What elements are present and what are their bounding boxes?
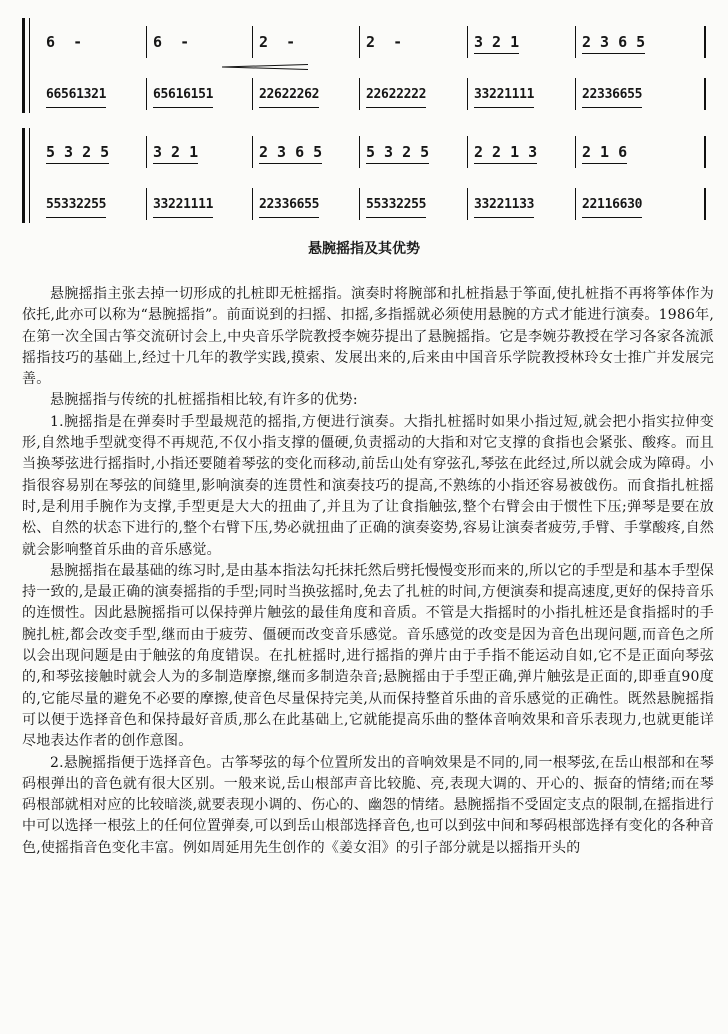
measure	[467, 78, 575, 110]
upper-stave	[40, 136, 706, 168]
note-group: 3 2 1	[474, 33, 520, 51]
score-system-2	[22, 128, 706, 223]
note-group: 55332255	[46, 196, 107, 212]
note-group: 22622222	[366, 86, 427, 102]
note-group: 2 3 6 5	[582, 33, 646, 51]
note-group: 5 3 2 5	[46, 143, 110, 161]
paragraph: 1.腕摇指是在弹奏时手型最规范的摇指,方便进行演奏。大指扎桩摇时如果小指过短,就会把小指实拉伸变形,自然地手型就变得不再规范,不仅小指支撑的僵硬,负责摇动的大指和对它支撑的食指也会紧张、酸疼。而且当换琴弦进行摇指时,小指还要随着琴弦的变化而移动,前岳山处有穿弦孔,琴弦在此经过,所以就会成为障碍。小指很容易别在琴弦的间缝里,影响演奏的连贯性和演奏技巧的提高,不熟练的小指还容易被戗伤。而食指扎桩摇时,是利用手腕作为支撑,手型更是大大的扭曲了,并且为了让食指触弦,整个右臂会由于惯性下压;弹琴是要在放松、自然的状态下进行的,整个右臂下压,势必就扭曲了正确的演奏姿势,容易让演奏者疲劳,手臂、手掌酸疼,自然就会影响整首乐曲的音乐感觉。	[22, 413, 714, 558]
upper-stave	[40, 26, 706, 58]
note-group: 65616151	[153, 86, 214, 102]
measure	[359, 78, 467, 110]
measure	[359, 188, 467, 220]
score-system-1	[22, 18, 706, 113]
lower-stave	[40, 188, 706, 220]
bar-line	[704, 78, 706, 110]
note-group: 22336655	[582, 86, 643, 102]
measure	[146, 26, 252, 58]
note-group: 3 2 1	[153, 143, 199, 161]
note-group: 33221111	[153, 196, 214, 212]
measure	[575, 188, 706, 220]
article-body	[22, 284, 714, 859]
numbered-score	[0, 0, 728, 230]
crescendo-mark	[222, 64, 308, 70]
measure	[575, 136, 706, 168]
measure	[40, 78, 146, 110]
measure	[252, 78, 359, 110]
note-group: 2 3 6 5	[259, 143, 323, 161]
measure	[467, 26, 575, 58]
measure	[575, 78, 706, 110]
note-group: 2 -	[259, 33, 296, 51]
measure	[40, 26, 146, 58]
note-group: 2 1 6	[582, 143, 628, 161]
note-group: 5 3 2 5	[366, 143, 430, 161]
bar-line	[704, 26, 706, 58]
paragraph: 悬腕摇指在最基础的练习时,是由基本指法勾托抹托然后劈托慢慢变形而来的,所以它的手型是和基本手型保持一致的,是最正确的演奏摇指的手型;同时当换弦摇时,免去了扎桩的时间,方便演奏和提高速度,更好的保持音乐的连惯性。因此悬腕摇指可以保持弹片触弦的最佳角度和音质。不管是大指摇时的小指扎桩还是食指摇时的手腕扎桩,都会改变手型,继而由于疲劳、僵硬而改变音乐感觉。音乐感觉的改变是因为音色出现问题,而音色之所以会出现问题是由于触弦的角度错误。在扎桩摇时,进行摇指的弹片由于手指不能运动自如,它不是正面向琴弦的,和琴弦接触时就会人为的多制造摩擦,继而多制造杂音;悬腕摇由于手型正确,弹片触弦是正面的,即垂直90度的,它能尽量的避免不必要的摩擦,使音色尽量保持完美,从而保持整首乐曲的音乐感觉的正确性。既然悬腕摇指可以便于选择音色和保持最好音质,那么在此基础上,它就能提高乐曲的整体音响效果和音乐表现力,也就更能详尽地表达作者的创作意图。	[22, 562, 714, 750]
paragraph: 悬腕摇指与传统的扎桩摇指相比较,有许多的优势:	[50, 392, 358, 409]
note-group: 2 2 1 3	[474, 143, 538, 161]
bar-line	[704, 136, 706, 168]
note-group: 6 -	[46, 33, 83, 51]
measure	[40, 136, 146, 168]
note-group: 66561321	[46, 86, 107, 102]
note-group: 2 -	[366, 33, 403, 51]
measure	[467, 136, 575, 168]
measure	[252, 188, 359, 220]
measure	[146, 136, 252, 168]
measure	[40, 188, 146, 220]
measure	[359, 26, 467, 58]
section-heading: 悬腕摇指及其优势	[308, 241, 420, 257]
paragraph: 2.悬腕摇指便于选择音色。古筝琴弦的每个位置所发出的音响效果是不同的,同一根琴弦,在岳山根部和在琴码根弹出的音色就有很大区别。一般来说,岳山根部声音比较脆、亮,表现大调的、开心的、振奋的情绪;而在琴码根部就相对应的比较暗淡,就要表现小调的、伤心的、幽怨的情绪。悬腕摇指不受固定支点的限制,在摇指进行中可以选择一根弦上的任何位置弹奏,可以到岳山根部选择音色,也可以到弦中间和琴码根部选择有变化的各种音色,使摇指音色变化丰富。例如周延用先生创作的《姜女泪》的引子部分就是以摇指开头的	[22, 754, 714, 856]
note-group: 22336655	[259, 196, 320, 212]
system-brace	[22, 128, 30, 223]
measure	[575, 26, 706, 58]
lower-stave	[40, 78, 706, 110]
paragraph: 悬腕摇指主张去掉一切形成的扎桩即无桩摇指。演奏时将腕部和扎桩指悬于筝面,使扎桩指不再将筝体作为依托,此亦可以称为“悬腕摇指”。前面说到的扫摇、扣摇,多指摇就必须使用悬腕的方式才能进行演奏。1986年,在第一次全国古筝交流研讨会上,中央音乐学院教授李婉芬提出了悬腕摇指。它是李婉芬教授在学习各家各流派摇指技巧的基础上,经过十几年的教学实践,摸索、发展出来的,后来由中国音乐学院教授林玲女士推广并发展完善。	[22, 286, 714, 388]
measure	[146, 78, 252, 110]
bar-line	[704, 188, 706, 220]
note-group: 22116630	[582, 196, 643, 212]
measure	[467, 188, 575, 220]
system-brace	[22, 18, 30, 113]
measure	[252, 136, 359, 168]
note-group: 55332255	[366, 196, 427, 212]
note-group: 33221111	[474, 86, 535, 102]
measure	[252, 26, 359, 58]
note-group: 33221133	[474, 196, 535, 212]
note-group: 6 -	[153, 33, 190, 51]
measure	[146, 188, 252, 220]
note-group: 22622262	[259, 86, 320, 102]
measure	[359, 136, 467, 168]
